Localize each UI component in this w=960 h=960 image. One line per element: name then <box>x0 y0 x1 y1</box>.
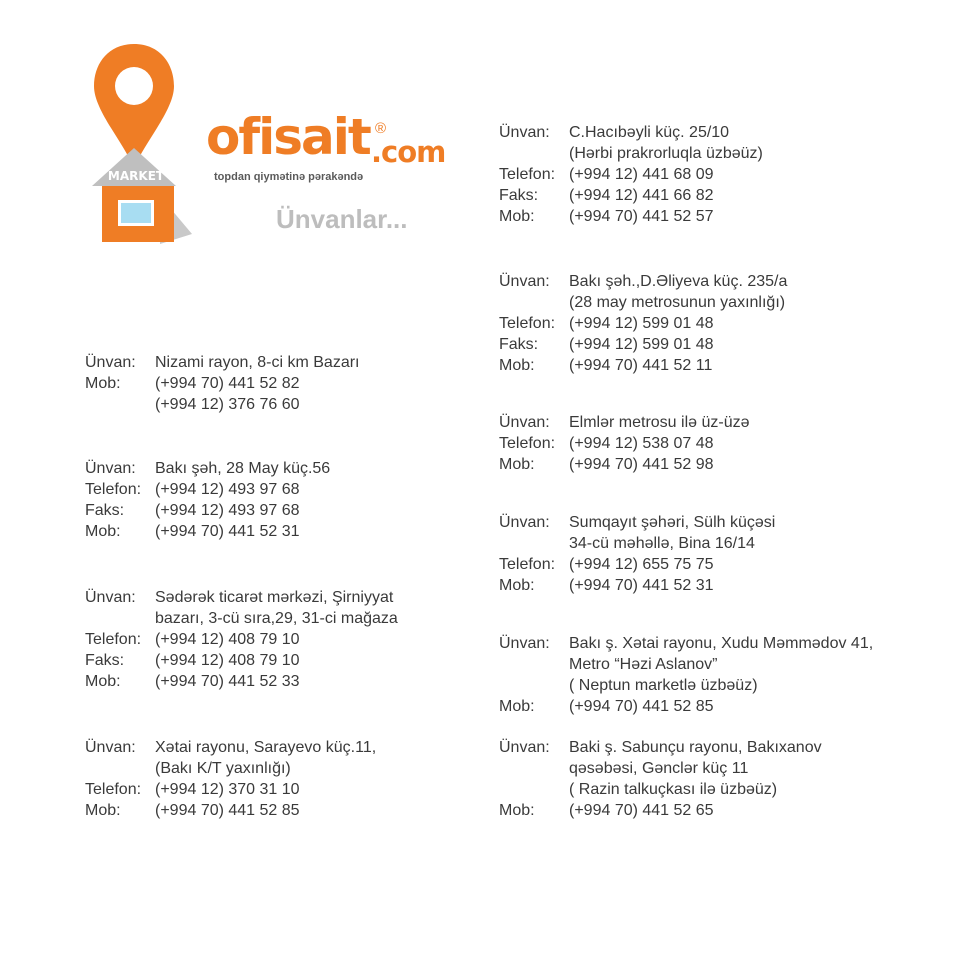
field-label: Ünvan: <box>499 635 550 652</box>
field-label <box>499 675 569 696</box>
fax-value: (+994 12) 599 01 48 <box>569 336 714 353</box>
phone-value: (+994 12) 599 01 48 <box>569 315 714 332</box>
address-block <box>499 122 763 227</box>
address-value: bazarı, 3-cü sıra,29, 31-ci mağaza <box>155 610 398 627</box>
address-block <box>499 512 775 596</box>
field-label: Faks: <box>499 187 539 204</box>
field-label: Mob: <box>499 456 535 473</box>
address-block <box>499 271 787 376</box>
address-block <box>499 412 750 475</box>
phone-value: (+994 70) 441 52 85 <box>155 802 300 819</box>
brand-name: ofisait <box>206 108 370 166</box>
address-value: (28 may metrosunun yaxınlığı) <box>569 294 786 311</box>
phone-value: (+994 70) 441 52 57 <box>569 208 714 225</box>
address-block <box>85 587 398 692</box>
address-value: ( Razin talkuçkası ilə üzbəüz) <box>569 781 778 798</box>
field-label <box>499 779 569 800</box>
field-label: Telefon: <box>499 435 556 452</box>
field-label: Telefon: <box>499 556 556 573</box>
phone-value: (+994 12) 655 75 75 <box>569 556 714 573</box>
address-block <box>499 737 822 821</box>
address-value: 34-cü məhəllə, Bina 16/14 <box>569 535 755 552</box>
address-value: Nizami rayon, 8-ci km Bazarı <box>155 354 360 371</box>
address-value: ( Neptun marketlə üzbəüz) <box>569 677 758 694</box>
phone-value: (+994 12) 493 97 68 <box>155 481 300 498</box>
phone-value: (+994 12) 408 79 10 <box>155 631 300 648</box>
address-block <box>85 737 376 821</box>
market-sign-label: MARKET <box>107 169 165 183</box>
address-value: Bakı şəh.,D.Əliyeva küç. 235/a <box>569 273 788 290</box>
address-value: Metro “Həzi Aslanov” <box>569 656 718 673</box>
market-logo-icon <box>88 44 192 244</box>
field-label: Telefon: <box>85 781 142 798</box>
phone-value: (+994 70) 441 52 33 <box>155 673 300 690</box>
field-label <box>85 394 155 415</box>
field-label <box>499 292 569 313</box>
field-label: Ünvan: <box>85 589 136 606</box>
field-label: Ünvan: <box>499 739 550 756</box>
phone-value: (+994 70) 441 52 65 <box>569 802 714 819</box>
field-label: Mob: <box>85 673 121 690</box>
address-block <box>85 458 330 542</box>
phone-value: (+994 12) 441 68 09 <box>569 166 714 183</box>
address-value: Bakı şəh, 28 May küç.56 <box>155 460 331 477</box>
field-label <box>499 758 569 779</box>
address-value: Sumqayıt şəhəri, Sülh küçəsi <box>569 514 776 531</box>
phone-value: (+994 70) 441 52 85 <box>569 698 714 715</box>
field-label <box>85 608 155 629</box>
address-value: Sədərək ticarət mərkəzi, Şirniyyat <box>155 589 394 606</box>
field-label: Mob: <box>499 208 535 225</box>
phone-value: (+994 70) 441 52 98 <box>569 456 714 473</box>
brand-tagline: topdan qiymətinə pərakəndə <box>214 171 364 183</box>
field-label: Mob: <box>499 698 535 715</box>
phone-value: (+994 12) 376 76 60 <box>155 396 300 413</box>
field-label <box>85 758 155 779</box>
fax-value: (+994 12) 408 79 10 <box>155 652 300 669</box>
address-value: (Bakı K/T yaxınlığı) <box>155 760 291 777</box>
fax-value: (+994 12) 493 97 68 <box>155 502 300 519</box>
field-label: Mob: <box>85 375 121 392</box>
field-label: Ünvan: <box>499 414 550 431</box>
field-label: Mob: <box>499 802 535 819</box>
field-label: Ünvan: <box>85 460 136 477</box>
field-label <box>499 143 569 164</box>
field-label: Telefon: <box>499 166 556 183</box>
field-label: Ünvan: <box>85 739 136 756</box>
phone-value: (+994 12) 538 07 48 <box>569 435 714 452</box>
field-label: Ünvan: <box>85 354 136 371</box>
address-value: Baki ş. Sabunçu rayonu, Bakıxanov <box>569 739 822 756</box>
field-label: Faks: <box>85 502 125 519</box>
field-label: Ünvan: <box>499 514 550 531</box>
field-label <box>499 533 569 554</box>
field-label: Telefon: <box>85 631 142 648</box>
address-value: Bakı ş. Xətai rayonu, Xudu Məmmədov 41, <box>569 635 874 652</box>
phone-value: (+994 70) 441 52 31 <box>155 523 300 540</box>
page-heading: Ünvanlar... <box>276 204 408 234</box>
brand-domain: .com <box>371 135 446 169</box>
address-value: qəsəbəsi, Gənclər küç 11 <box>569 760 749 777</box>
field-label: Telefon: <box>499 315 556 332</box>
field-label: Ünvan: <box>499 273 550 290</box>
field-label <box>499 654 569 675</box>
field-label: Faks: <box>499 336 539 353</box>
address-value: Elmlər metrosu ilə üz-üzə <box>569 414 750 431</box>
phone-value: (+994 70) 441 52 31 <box>569 577 714 594</box>
address-value: (Hərbi prakrorluqla üzbəüz) <box>569 145 763 162</box>
registered-mark: ® <box>375 120 387 137</box>
field-label: Mob: <box>499 577 535 594</box>
address-block <box>499 633 873 717</box>
field-label: Mob: <box>85 523 121 540</box>
phone-value: (+994 12) 370 31 10 <box>155 781 300 798</box>
field-label: Ünvan: <box>499 124 550 141</box>
phone-value: (+994 70) 441 52 82 <box>155 375 300 392</box>
field-label: Faks: <box>85 652 125 669</box>
address-value: Xətai rayonu, Sarayevo küç.11, <box>155 739 377 756</box>
field-label: Telefon: <box>85 481 142 498</box>
field-label: Mob: <box>85 802 121 819</box>
field-label: Mob: <box>499 357 535 374</box>
phone-value: (+994 70) 441 52 11 <box>569 357 713 374</box>
address-value: C.Hacıbəyli küç. 25/10 <box>569 124 730 141</box>
fax-value: (+994 12) 441 66 82 <box>569 187 714 204</box>
address-block <box>85 352 360 415</box>
